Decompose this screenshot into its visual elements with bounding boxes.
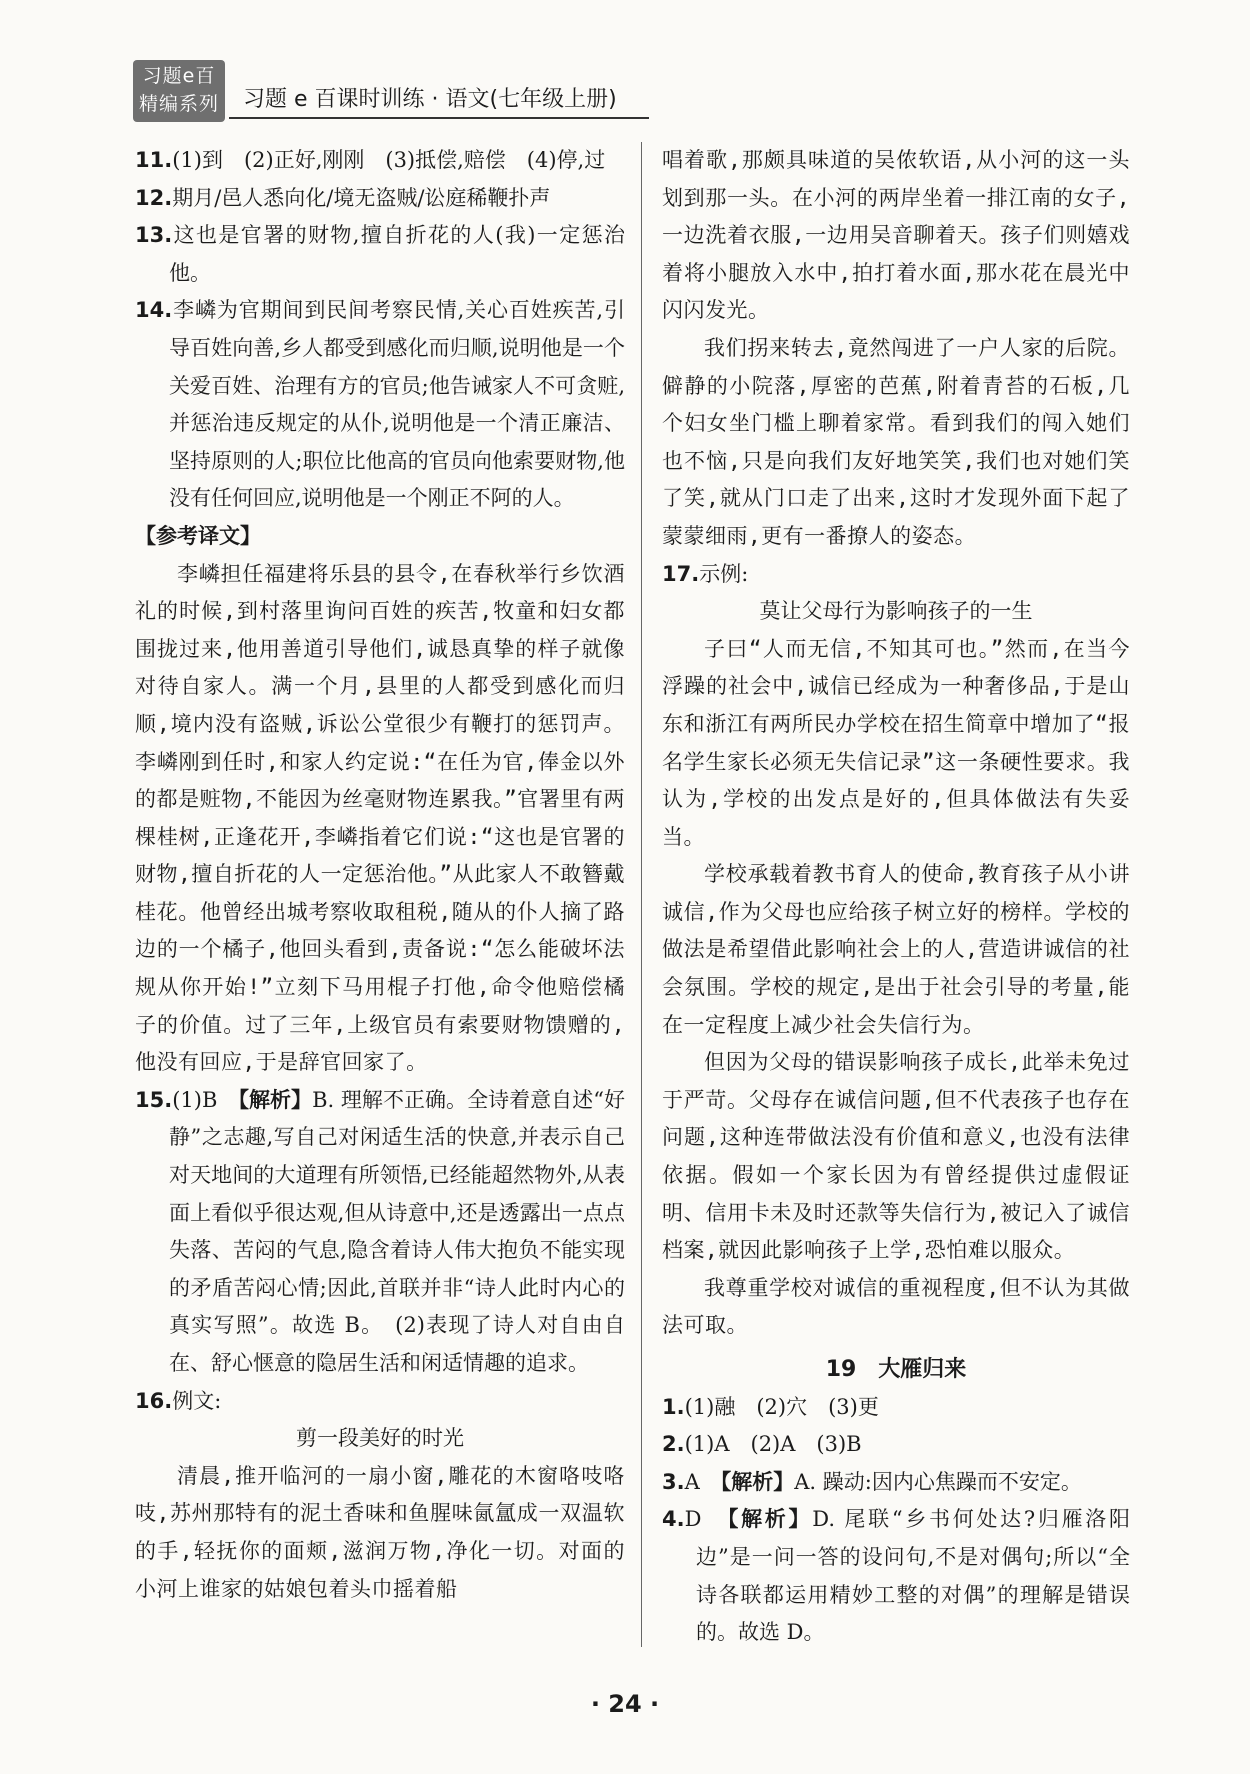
chapter-answer-3 — [662, 1464, 1130, 1502]
essay-2-title: 莫让父母行为影响孩子的一生 — [759, 599, 1033, 624]
right-column — [662, 142, 1130, 1652]
chapter-answer-3-text: A. 躁动:因内心焦躁而不安定。 — [794, 1469, 1082, 1494]
header-rule — [229, 117, 649, 119]
chapter-answer-4-choice: D — [684, 1507, 702, 1532]
answer-13-number: 13. — [135, 223, 173, 248]
answer-14-number: 14. — [135, 298, 173, 323]
page-number: · 24 · — [590, 1690, 660, 1718]
answer-11 — [135, 142, 625, 180]
page-header — [133, 60, 648, 122]
answer-14-text: 李嶙为官期间到民间考察民情,关心百姓疾苦,引导百姓向善,乡人都受到感化而归顺,说明他是一个关爱百姓、治理有方的官员;他告诫家人不可贪赃,并惩治违反规定的从仆,说明他是一个清正廉洁、坚持原则的人;职位比他高的官员向他索要财物,他没有任何回应,说明他是一个刚正不阿的人。 — [169, 298, 625, 511]
answer-12-text: 期月/邑人悉向化/境无盗贼/讼庭稀鞭扑声 — [172, 185, 551, 210]
chapter-answer-1-number: 1. — [662, 1394, 685, 1419]
essay-2-paragraph-1: 子曰“人而无信,不知其可也。”然而,在当今浮躁的社会中,诚信已经成为一种奢侈品,于是山东和浙江有两所民办学校在招生简章中增加了“报名学生家长必须无失信记录”这一条硬性要求。我认为,学校的出发点是好的,但具体做法有失妥当。 — [662, 636, 1130, 849]
essay-1-continued: 唱着歌,那颇具味道的吴侬软语,从小河的这一头划到那一头。在小河的两岸坐着一排江南的女子,一边洗着衣服,一边用吴音聊着天。孩子们则嬉戏着将小腿放入水中,拍打着水面,那水花在晨光中闪闪发光。 — [662, 148, 1130, 323]
column-divider — [641, 142, 642, 1647]
chapter-answer-3-choice: A — [684, 1469, 700, 1494]
logo-line-2: 精编系列 — [138, 93, 219, 115]
chapter-answer-4-number: 4. — [662, 1507, 685, 1532]
essay-1-title: 剪一段美好的时光 — [296, 1426, 464, 1451]
chapter-answer-1 — [662, 1389, 1130, 1427]
essay-2-paragraph-2: 学校承载着教书育人的使命,教育孩子从小讲诚信,作为父母也应给孩子树立好的榜样。学校的做法是希望借此影响社会上的人,营造讲诚信的社会氛围。学校的规定,是出于社会引导的考量,能在一定程度上减少社会失信行为。 — [662, 862, 1130, 1037]
answer-17-text: 示例: — [699, 561, 749, 586]
answer-11-number: 11. — [135, 148, 173, 172]
essay-1-paragraph-2: 我们拐来转去,竟然闯进了一户人家的后院。僻静的小院落,厚密的芭蕉,附着青苔的石板,几个妇女坐门槛上聊着家常。看到我们的闯入她们也不恼,只是向我们友好地笑笑,我们也对她们笑了笑,就从门口走了出来,这时才发现外面下起了蒙蒙细雨,更有一番撩人的姿态。 — [662, 335, 1130, 548]
answer-16-number: 16. — [135, 1388, 173, 1413]
answer-12 — [135, 180, 625, 218]
answer-17-number: 17. — [662, 561, 700, 586]
answer-14 — [135, 292, 625, 518]
answer-15-number: 15. — [135, 1087, 173, 1112]
translation-heading: 【参考译文】 — [135, 523, 261, 548]
chapter-answer-2-text: (1)A (2)A (3)B — [684, 1432, 862, 1457]
analysis-tag: 【解析】 — [720, 1469, 795, 1494]
translation-text: 李嶙担任福建将乐县的县令,在春秋举行乡饮酒礼的时候,到村落里询问百姓的疾苦,牧童和妇女都围拢过来,他用善道引导他们,诚恳真挚的样子就像对待自家人。满一个月,县里的人都受到感化而归顺,境内没有盗贼,诉讼公堂很少有鞭打的惩罚声。李嶙刚到任时,和家人约定说:“在任为官,俸金以外的都是赃物,不能因为丝毫财物连累我。”官署里有两棵桂树,正逢花开,李嶙指着它们说:“这也是官署的财物,擅自折花的人一定惩治他。”从此家人不敢簪戴桂花。他曾经出城考察收取租税,随从的仆人摘了路边的一个橘子,他回头看到,责备说:“怎么能破坏法规从你开始!”立刻下马用棍子打他,命令他赔偿橘子的价值。过了三年,上级官员有索要财物馈赠的,他没有回应,于是辞官回家了。 — [135, 561, 625, 1075]
chapter-answer-3-number: 3. — [662, 1469, 685, 1494]
chapter-answer-4 — [662, 1501, 1130, 1651]
essay-2-paragraph-3: 但因为父母的错误影响孩子成长,此举未免过于严苛。父母存在诚信问题,但不代表孩子也存在问题,这种连带做法没有价值和意义,也没有法律依据。假如一个家长因为有曾经提供过虚假证明、信用卡未及时还款等失信行为,被记入了诚信档案,就因此影响孩子上学,恐怕难以服众。 — [662, 1050, 1130, 1263]
chapter-answer-2-number: 2. — [662, 1432, 685, 1457]
answer-15-choice: (1)B — [172, 1087, 218, 1112]
answer-11-text: (1)到 (2)正好,刚刚 (3)抵偿,赔偿 (4)停,过 — [172, 148, 606, 172]
chapter-answer-2 — [662, 1426, 1130, 1464]
analysis-tag: 【解析】 — [727, 1507, 813, 1532]
logo-line-1: 习题e百 — [142, 65, 216, 87]
essay-2-paragraph-4: 我尊重学校对诚信的重视程度,但不认为其做法可取。 — [662, 1275, 1130, 1338]
chapter-answer-1-text: (1)融 (2)穴 (3)更 — [684, 1394, 879, 1419]
series-logo — [133, 60, 225, 122]
answer-15-text: B. 理解不正确。全诗着意自述“好静”之志趣,写自己对闲适生活的快意,并表示自己对天地间的大道理有所领悟,已经能超然物外,从表面上看似乎很达观,但从诗意中,还是透露出一点点失落、苦闷的气息,隐含着诗人伟大抱负不能实现的矛盾苦闷心情;因此,首联并非“诗人此时内心的真实写照”。故选 B。 (2)表现了诗人对自由自在、舒心惬意的隐居生活和闲适情趣的追求。 — [169, 1087, 626, 1375]
chapter-answer-4-text: D. 尾联“乡书何处达?归雁洛阳边”是一问一答的设问句,不是对偶句;所以“全诗各联都运用精妙工整的对偶”的理解是错误的。故选 D。 — [696, 1507, 1131, 1645]
answer-13-text: 这也是官署的财物,擅自折花的人(我)一定惩治他。 — [169, 223, 625, 285]
essay-1-paragraph-1: 清晨,推开临河的一扇小窗,雕花的木窗咯吱咯吱,苏州那特有的泥土香味和鱼腥味氤氲成一双温软的手,轻抚你的面颊,滋润万物,净化一切。对面的小河上谁家的姑娘包着头巾摇着船 — [135, 1463, 625, 1601]
answer-16 — [135, 1383, 625, 1421]
answer-16-text: 例文: — [172, 1388, 222, 1413]
left-column — [135, 142, 625, 1608]
answer-12-number: 12. — [135, 185, 173, 210]
chapter-title: 19 大雁归来 — [825, 1357, 967, 1382]
book-title: 习题 e 百课时训练 · 语文(七年级上册) — [243, 87, 617, 112]
answer-13 — [135, 217, 625, 292]
answer-17 — [662, 556, 1130, 594]
analysis-tag: 【解析】 — [238, 1087, 313, 1112]
answer-15 — [135, 1082, 625, 1383]
